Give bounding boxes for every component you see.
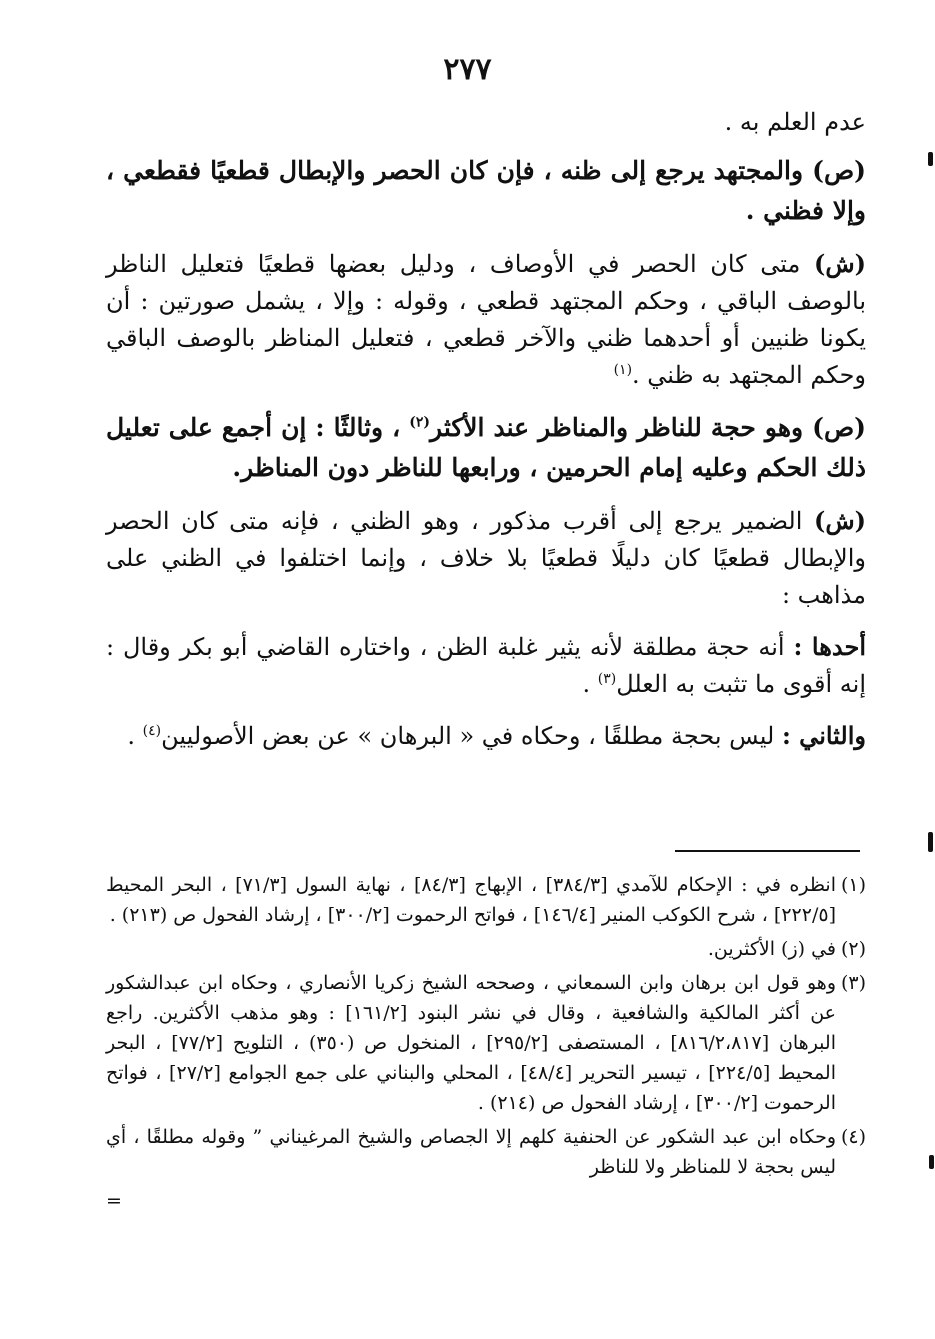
paragraph-continuation: عدم العلم به . — [724, 108, 866, 136]
sharh-marker: (ش) — [813, 506, 866, 535]
margin-mark — [929, 1155, 934, 1169]
footnote-text: في (ز) الأكثرين. — [707, 938, 836, 960]
matn-text-b: ، وثالثًا : إن أجمع على تعليل ذلك الحكم وعليه إمام الحرمين ، ورابعها للناظر دون المناظر. — [106, 413, 866, 482]
matn-paragraph-1: (ص) والمجتهد يرجع إلى ظنه ، فإن كان الحصر والإبطال قطعيًا فقطعي ، وإلا فظني . — [106, 156, 866, 225]
footnotes — [106, 870, 866, 1216]
margin-mark — [928, 832, 933, 852]
main-text — [106, 104, 866, 769]
footnote-ref-4[interactable]: (٤) — [142, 723, 162, 739]
footnote-continuation-mark: = — [106, 1190, 122, 1212]
opinion-label: أحدها : — [793, 632, 866, 661]
footnote-number: (٣) — [840, 972, 866, 994]
footnote-text: انظره في : الإحكام للآمدي [٣٨٤/٣] ، الإبهاج [٨٤/٣] ، نهاية السول [٧١/٣] ، البحر المحيط [٢٢٢/٥] ، شرح الكوكب المنير [١٤٦/٤] ، فواتح الرحموت [٣٠٠/٢] ، إرشاد الفحول ص (٢١٣) . — [106, 874, 836, 926]
opinion-second — [106, 717, 866, 755]
sharh-paragraph-1 — [106, 245, 866, 394]
opinion-first — [106, 628, 866, 703]
footnote-number: (٢) — [840, 938, 866, 960]
matn-paragraph-2 — [106, 408, 866, 488]
footnote-3 — [106, 968, 866, 1118]
opinion-label: والثاني : — [781, 721, 866, 750]
footnote-1 — [106, 870, 866, 930]
punctuation: . — [127, 722, 143, 750]
matn-text-a: (ص) وهو حجة للناظر والمناظر عند الأكثر — [430, 413, 867, 442]
margin-mark — [928, 152, 933, 166]
footnote-number: (٤) — [840, 1126, 866, 1148]
sharh-marker: (ش) — [813, 249, 866, 278]
footnote-ref-1[interactable]: (١) — [613, 362, 633, 378]
punctuation: . — [582, 670, 598, 698]
page-number: ٢٧٧ — [443, 52, 492, 87]
footnote-ref-2[interactable]: (٢) — [409, 414, 431, 431]
footnote-ref-3[interactable]: (٣) — [597, 671, 617, 687]
footnote-number: (١) — [840, 874, 866, 896]
footnote-divider — [675, 850, 860, 852]
sharh-text: الضمير يرجع إلى أقرب مذكور ، وهو الظني ، فإنه متى كان الحصر والإبطال قطعيًا كان دليلًا قطعيًا بلا خلاف ، وإنما اختلفوا في الظني على مذاهب : — [106, 507, 866, 609]
footnote-2 — [106, 934, 866, 964]
sharh-paragraph-2 — [106, 502, 866, 614]
footnote-text: وحكاه ابن عبد الشكور عن الحنفية كلهم إلا الجصاص والشيخ المرغيناني ” وقوله مطلقًا ، أي ليس بحجة لا للمناظر ولا للناظر — [106, 1126, 836, 1178]
footnote-4 — [106, 1122, 866, 1182]
sharh-text: متى كان الحصر في الأوصاف ، ودليل بعضها قطعيًا فتعليل الناظر بالوصف الباقي ، وحكم المجتهد قطعي ، وقوله : وإلا ، يشمل صورتين : أن يكونا ظنيين أو أحدهما ظني والآخر قطعي ، فتعليل المناظر بالوصف الباقي وحكم المجتهد به ظني . — [106, 250, 867, 389]
footnote-text: وهو قول ابن برهان وابن السمعاني ، وصححه الشيخ زكريا الأنصاري ، وحكاه ابن عبدالشكور عن أكثر المالكية والشافعية ، وقال في نشر البنود [١٦١/٢] : وهو مذهب الأكثرين. راجع البرهان [٨١٦/٢،٨١٧] ، المستصفى [٢٩٥/٢] ، المنخول ص (٣٥٠) ، التلويح [٧٧/٢] ، البحر المحيط [٢٢٤/٥] ، تيسير التحرير [٤٨/٤] ، المحلي والبناني على جمع الجوامع [٢٧/٢] ، فواتح الرحموت [٣٠٠/٢] ، إرشاد الفحول ص (٢١٤) . — [106, 972, 837, 1114]
opinion-text: أنه حجة مطلقة لأنه يثير غلبة الظن ، واختاره القاضي أبو بكر وقال : إنه أقوى ما تثبت به العلل — [106, 633, 866, 698]
opinion-text: ليس بحجة مطلقًا ، وحكاه في « البرهان » عن بعض الأصوليين — [161, 722, 782, 750]
